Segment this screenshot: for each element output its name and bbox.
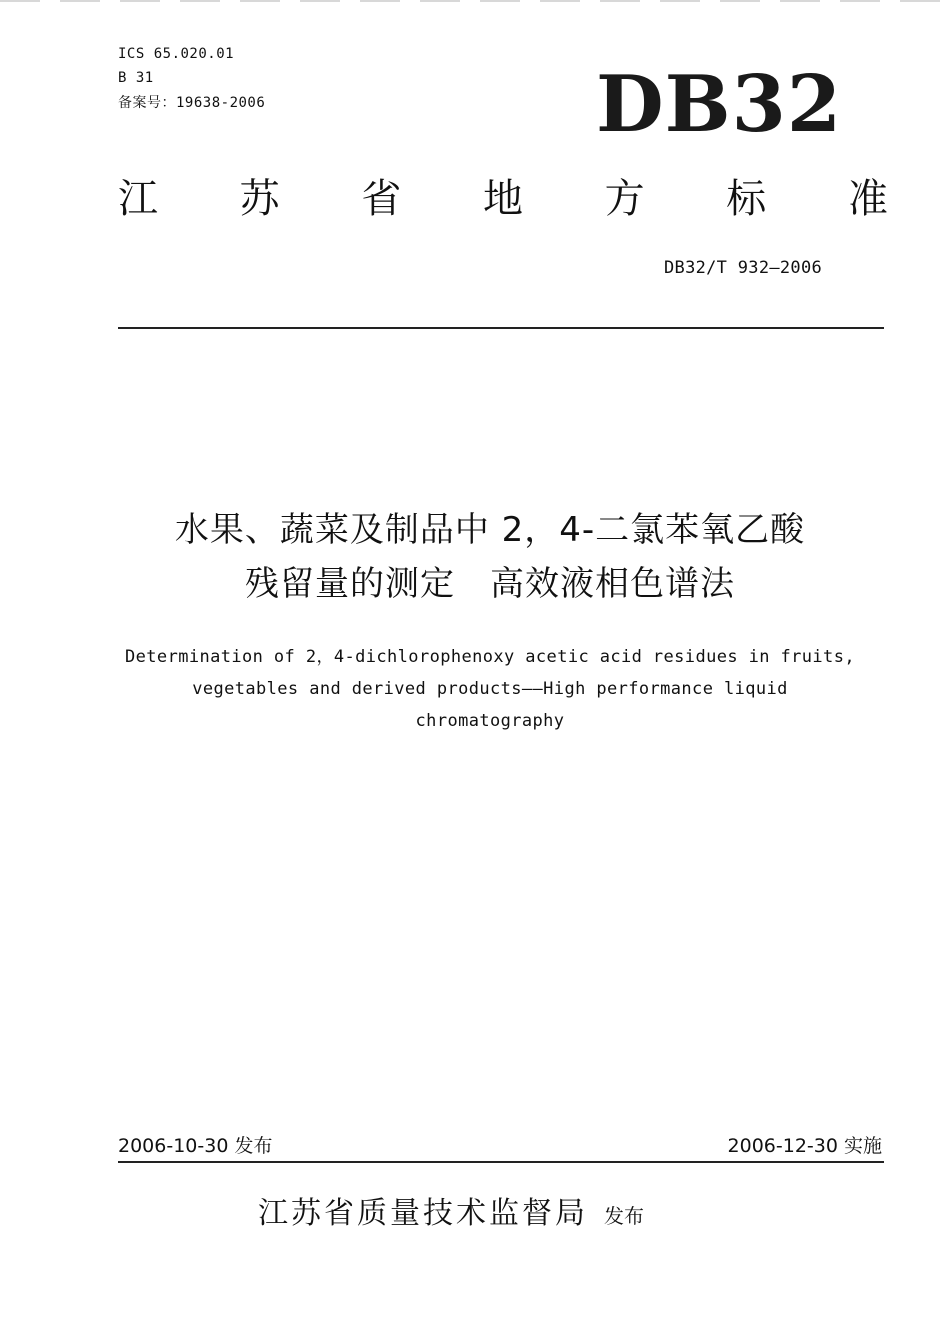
standard-type-char: 省 (361, 176, 402, 222)
issuing-authority: 江苏省质量技术监督局 (258, 1196, 588, 1231)
publish-date: 2006-10-30 发布 (118, 1135, 273, 1157)
effective-date: 2006-12-30 实施 (727, 1135, 882, 1157)
standard-type-heading (118, 172, 888, 226)
standard-type-char: 江 (118, 176, 158, 222)
bottom-divider (118, 1161, 884, 1163)
issuer-line (258, 1193, 644, 1237)
record-value: 19638-2006 (176, 95, 266, 111)
issuer-verb: 发布 (604, 1204, 644, 1228)
top-divider (118, 327, 884, 329)
record-number (118, 94, 265, 112)
standard-type-char: 地 (482, 176, 523, 222)
standard-type-char: 方 (604, 176, 645, 222)
english-title-line-1: Determination of 2，4-dichlorophenoxy acetic acid residues in fruits, (125, 647, 855, 667)
standard-type-char: 标 (726, 176, 767, 222)
english-title-line-3: chromatography (415, 711, 565, 731)
ics-code: ICS 65.020.01 (118, 46, 235, 62)
chinese-title-line-2: 残留量的测定 高效液相色谱法 (245, 564, 735, 604)
english-title-line-2: vegetables and derived products——High performance liquid (192, 679, 788, 699)
scan-artifact-line (0, 0, 950, 2)
chinese-title-line-1: 水果、蔬菜及制品中 2，4-二氯苯氧乙酸 (174, 510, 806, 550)
standard-type-char: 准 (847, 176, 888, 222)
classification-code: B 31 (118, 70, 154, 86)
standard-number: DB32/T 932—2006 (664, 258, 823, 278)
db-code-logo: DB32 (596, 59, 843, 150)
standard-type-char: 苏 (239, 176, 280, 222)
record-label: 备案号： (118, 95, 176, 111)
